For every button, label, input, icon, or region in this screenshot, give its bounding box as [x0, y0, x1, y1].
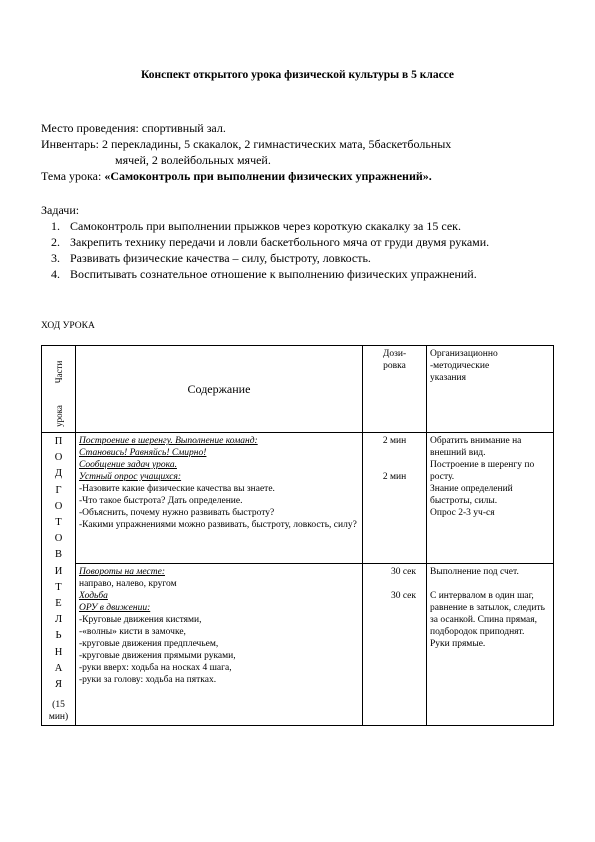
- method-line: С интервалом в один шаг, равнение в затылок, следить за осанкой. Спина прямая, подбородок приподнят.: [430, 591, 545, 638]
- table-row: [42, 564, 554, 726]
- dose-value: 2 мин: [382, 436, 407, 446]
- dose-cell: [363, 564, 427, 726]
- part-letter: О: [54, 533, 63, 545]
- topic-label: Тема урока:: [41, 169, 105, 183]
- dose-value: 30 сек: [390, 591, 416, 602]
- content-line: -«волны» кисти в замочке,: [79, 627, 186, 638]
- task-text: Воспитывать сознательное отношение к выполнению физических упражнений.: [70, 267, 477, 281]
- method-line: Обратить внимание на внешний вид.: [430, 436, 522, 458]
- content-line: ОРУ в движении:: [79, 603, 151, 614]
- content-line: Сообщение задач урока.: [79, 460, 177, 470]
- document-title: Конспект открытого урока физической культуры в 5 классе: [140, 69, 455, 81]
- header-method-line: Организационно: [430, 349, 498, 359]
- content-line: -Круговые движения кистями,: [79, 615, 202, 626]
- part-letter: О: [54, 500, 63, 512]
- task-item: [51, 266, 580, 282]
- method-line: Построение в шеренгу по росту.: [430, 460, 535, 482]
- header-parts-top: Части: [53, 360, 64, 384]
- content-line: -руки за голову: ходьба на пятках.: [79, 675, 217, 686]
- header-content-cell: Содержание: [76, 346, 363, 433]
- task-number: 3.: [51, 251, 60, 265]
- part-minutes: [45, 699, 72, 723]
- task-number: 2.: [51, 235, 60, 249]
- part-letter: П: [54, 436, 63, 447]
- part-letter: А: [54, 662, 63, 674]
- task-text: Закрепить технику передачи и ловли баскетбольного мяча от груди двумя руками.: [70, 235, 490, 249]
- content-line: Построение в шеренгу. Выполнение команд:: [79, 436, 258, 446]
- part-letter: В: [54, 549, 62, 561]
- task-number: 4.: [51, 267, 60, 281]
- method-line: Руки прямые.: [430, 639, 486, 650]
- part-minutes-line: (15: [52, 700, 65, 711]
- task-text: Развивать физические качества – силу, быстроту, ловкость.: [70, 251, 371, 265]
- content-line: Устный опрос учащихся:: [79, 472, 182, 482]
- part-letter: Я: [54, 679, 62, 691]
- method-line: Выполнение под счет.: [430, 567, 519, 578]
- task-text: Самоконтроль при выполнении прыжков через короткую скакалку за 15 сек.: [70, 219, 461, 233]
- method-cell: [427, 564, 554, 726]
- part-letter: Т: [55, 581, 62, 593]
- method-cell: [427, 433, 554, 564]
- part-minutes-line: мин): [48, 712, 69, 723]
- place-line: Место проведения: спортивный зал.: [41, 121, 226, 135]
- part-letter: О: [54, 452, 63, 464]
- lesson-plan-table: [41, 345, 554, 726]
- part-letter: Н: [54, 646, 63, 658]
- dose-value: 2 мин: [382, 472, 407, 482]
- header-method-line: -методические: [430, 361, 490, 371]
- header-dose-cell: [363, 346, 427, 433]
- task-item: [51, 218, 570, 234]
- content-line: Ходьба: [79, 591, 108, 602]
- part-name-cell: [42, 433, 76, 726]
- content-cell: [76, 433, 363, 564]
- header-method-cell: [427, 346, 554, 433]
- tasks-block: [41, 202, 580, 282]
- lesson-progress-label: ХОД УРОКА: [41, 321, 95, 331]
- content-line: -Объяснить, почему нужно развивать быстроту?: [79, 508, 275, 518]
- header-dose-line: Дози-: [382, 349, 407, 359]
- part-letter: Т: [55, 517, 62, 529]
- content-line: направо, налево, кругом: [79, 579, 177, 590]
- topic-line: [41, 168, 432, 184]
- content-line: Повороты на месте:: [79, 567, 165, 578]
- table-header-row: [42, 346, 554, 433]
- task-number: 1.: [51, 219, 60, 233]
- method-line: Знание определений быстроты, силы.: [430, 484, 513, 506]
- part-letter: И: [54, 565, 63, 577]
- part-letter: Л: [54, 614, 63, 626]
- part-letter: Е: [55, 598, 62, 610]
- part-letter: Ь: [55, 630, 62, 642]
- inventory-line-2: мячей, 2 волейбольных мячей.: [115, 153, 271, 167]
- task-item: [51, 234, 560, 250]
- content-line: -круговые движения предплечьем,: [79, 639, 219, 650]
- method-line: Опрос 2-3 уч-ся: [430, 508, 495, 518]
- content-line: -Что такое быстрота? Дать определение.: [79, 496, 243, 506]
- header-method-line: указания: [430, 373, 466, 383]
- content-line: -круговые движения прямыми руками,: [79, 651, 236, 662]
- task-item: [51, 250, 570, 266]
- content-line: -Какими упражнениями можно развивать, быстроту, ловкость, силу?: [79, 520, 357, 530]
- header-parts-bottom: урока: [53, 405, 64, 427]
- part-letter: Д: [54, 468, 63, 480]
- header-parts-cell: [42, 346, 76, 433]
- content-cell: [76, 564, 363, 726]
- header-dose-line: ровка: [383, 361, 406, 371]
- tasks-label: Задачи:: [41, 203, 80, 217]
- table-row: [42, 433, 554, 564]
- dose-value: 30 сек: [390, 567, 416, 578]
- dose-cell: [363, 433, 427, 564]
- content-line: -Назовите какие физические качества вы знаете.: [79, 484, 275, 494]
- content-line: Становись! Равняйсь! Смирно!: [79, 448, 207, 458]
- content-line: -руки вверх: ходьба на носках 4 шага,: [79, 663, 232, 674]
- inventory-line-1: Инвентарь: 2 перекладины, 5 скакалок, 2 гимнастических мата, 5баскетбольных: [41, 137, 452, 151]
- topic-value: «Самоконтроль при выполнении физических упражнений».: [104, 169, 432, 183]
- part-letter: Г: [55, 484, 62, 496]
